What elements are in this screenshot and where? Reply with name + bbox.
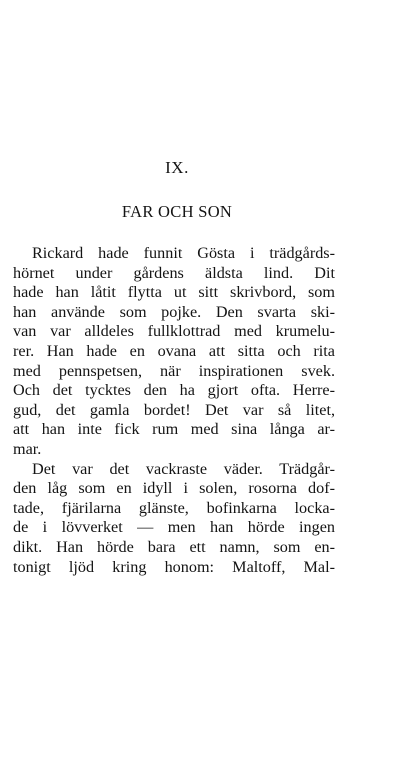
text-line: med pennspetsen, när inspirationen svek. xyxy=(13,361,335,380)
text-line: Och det tycktes den ha gjort ofta. Herre- xyxy=(13,381,335,400)
text-line: dikt. Han hörde bara ett namn, som en- xyxy=(13,537,335,556)
chapter-title: FAR OCH SON xyxy=(121,202,233,221)
text-line: van var alldeles fullklottrad med krumelu- xyxy=(13,322,335,341)
text-line: hade han låtit flytta ut sitt skrivbord, som xyxy=(13,283,335,302)
paragraph-2 xyxy=(13,460,335,578)
text-line: att han inte fick rum med sina långa ar- xyxy=(13,420,335,439)
text-line: gud, det gamla bordet! Det var så litet, xyxy=(13,400,335,419)
text-line: den låg som en idyll i solen, rosorna dof- xyxy=(13,479,335,498)
text-line: de i lövverket — men han hörde ingen xyxy=(13,518,335,537)
chapter-number: IX. xyxy=(165,158,189,177)
text-line: Rickard hade funnit Gösta i trädgårds- xyxy=(32,244,335,262)
text-line: mar. xyxy=(13,439,42,458)
text-line: Det var det vackraste väder. Trädgår- xyxy=(32,459,335,478)
body-text xyxy=(13,244,335,577)
paragraph-1 xyxy=(13,244,335,460)
text-line: tonigt ljöd kring honom: Maltoff, Mal- xyxy=(13,557,335,576)
text-line: hörnet under gårdens äldsta lind. Dit xyxy=(13,263,335,282)
text-line: han använde som pojke. Den svarta ski- xyxy=(13,302,335,321)
text-line: rer. Han hade en ovana att sitta och rita xyxy=(13,341,335,360)
text-line: tade, fjärilarna glänste, bofinkarna locka- xyxy=(13,498,335,517)
